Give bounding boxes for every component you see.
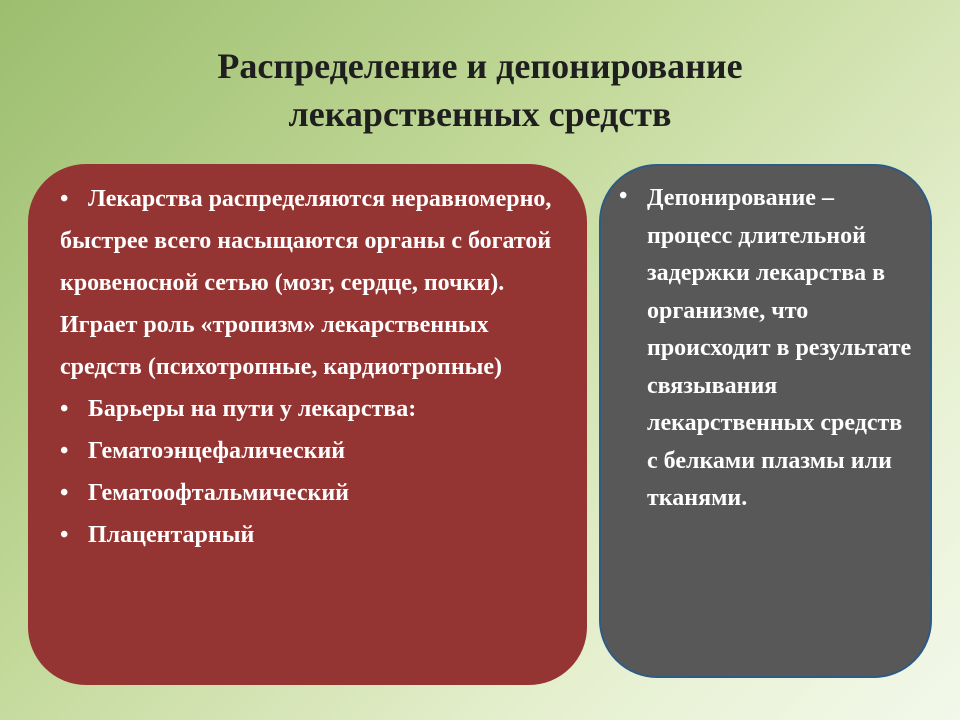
bullet-icon: •: [619, 183, 628, 209]
slide-title: [0, 42, 960, 138]
list-item: [619, 180, 914, 518]
distribution-panel: [28, 164, 587, 685]
bullet-text: Плацентарный: [88, 522, 255, 548]
list-item: [60, 388, 567, 430]
bullet-text: Гематоэнцефалический: [88, 438, 346, 464]
title-line-2: лекарственных средств: [288, 94, 672, 134]
depositing-list: [619, 180, 914, 518]
list-item: [60, 472, 567, 514]
bullet-text: Лекарства распределяются неравномерно, быстрее всего насыщаются органы с богатой кровеносной сетью (мозг, сердце, почки). Играет роль «тропизм» лекарственных средств (психотропные, кардиотропные): [60, 186, 552, 380]
title-line-1: Распределение и депонирование: [217, 46, 743, 86]
depositing-panel: [599, 164, 932, 678]
bullet-text: Барьеры на пути у лекарства:: [88, 396, 417, 422]
bullet-text: Гематоофтальмический: [88, 480, 349, 506]
list-item: [60, 430, 567, 472]
bullet-icon: •: [60, 438, 69, 464]
bullet-text: Депонирование – процесс длительной задержки лекарства в организме, что происходит в результате связывания лекарственных средств с белками плазмы или тканями.: [647, 185, 912, 511]
list-item: [60, 178, 567, 388]
bullet-icon: •: [60, 480, 69, 506]
bullet-icon: •: [60, 396, 69, 422]
bullet-icon: •: [60, 186, 69, 212]
list-item: [60, 514, 567, 556]
distribution-list: [60, 178, 567, 556]
bullet-icon: •: [60, 522, 69, 548]
